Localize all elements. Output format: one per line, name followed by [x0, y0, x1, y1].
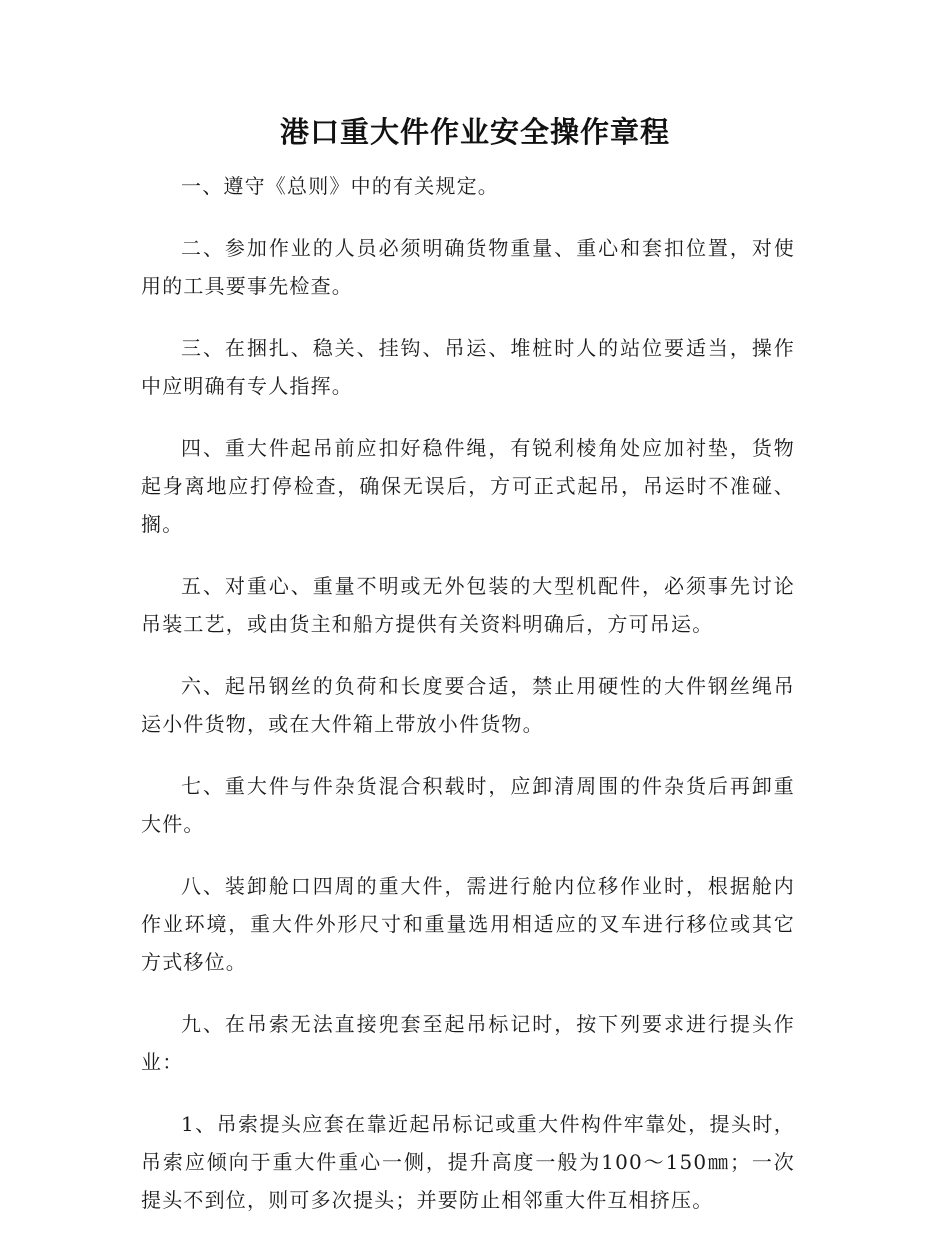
- paragraph-2: 二、参加作业的人员必须明确货物重量、重心和套扣位置，对使用的工具要事先检查。: [141, 236, 795, 298]
- document-body: [141, 167, 795, 1243]
- paragraph-8: 八、装卸舱口四周的重大件，需进行舱内位移作业时，根据舱内作业环境，重大件外形尺寸和重量选用相适应的叉车进行移位或其它方式移位。: [141, 874, 795, 974]
- paragraph-5: 五、对重心、重量不明或无外包装的大型机配件，必须事先讨论吊装工艺，或由货主和船方提供有关资料明确后，方可吊运。: [141, 574, 795, 636]
- paragraph-4: 四、重大件起吊前应扣好稳件绳，有锐利棱角处应加衬垫，货物起身离地应打停检查，确保无误后，方可正式起吊，吊运时不准碰、搁。: [141, 436, 795, 536]
- document-title: 港口重大件作业安全操作章程: [279, 115, 670, 149]
- paragraph-3: 三、在捆扎、稳关、挂钩、吊运、堆桩时人的站位要适当，操作中应明确有专人指挥。: [141, 336, 795, 398]
- paragraph-9: 九、在吊索无法直接兜套至起吊标记时，按下列要求进行提头作业：: [141, 1012, 795, 1074]
- paragraph-1: 一、遵守《总则》中的有关规定。: [181, 174, 499, 198]
- paragraph-10: 1、吊索提头应套在靠近起吊标记或重大件构件牢靠处，提头时，吊索应倾向于重大件重心一侧，提升高度一般为100～150㎜；一次提头不到位，则可多次提头；并要防止相邻重大件互相挤压。: [141, 1112, 795, 1212]
- paragraph-6: 六、起吊钢丝的负荷和长度要合适，禁止用硬性的大件钢丝绳吊运小件货物，或在大件箱上带放小件货物。: [141, 674, 795, 736]
- paragraph-7: 七、重大件与件杂货混合积载时，应卸清周围的件杂货后再卸重大件。: [141, 774, 795, 836]
